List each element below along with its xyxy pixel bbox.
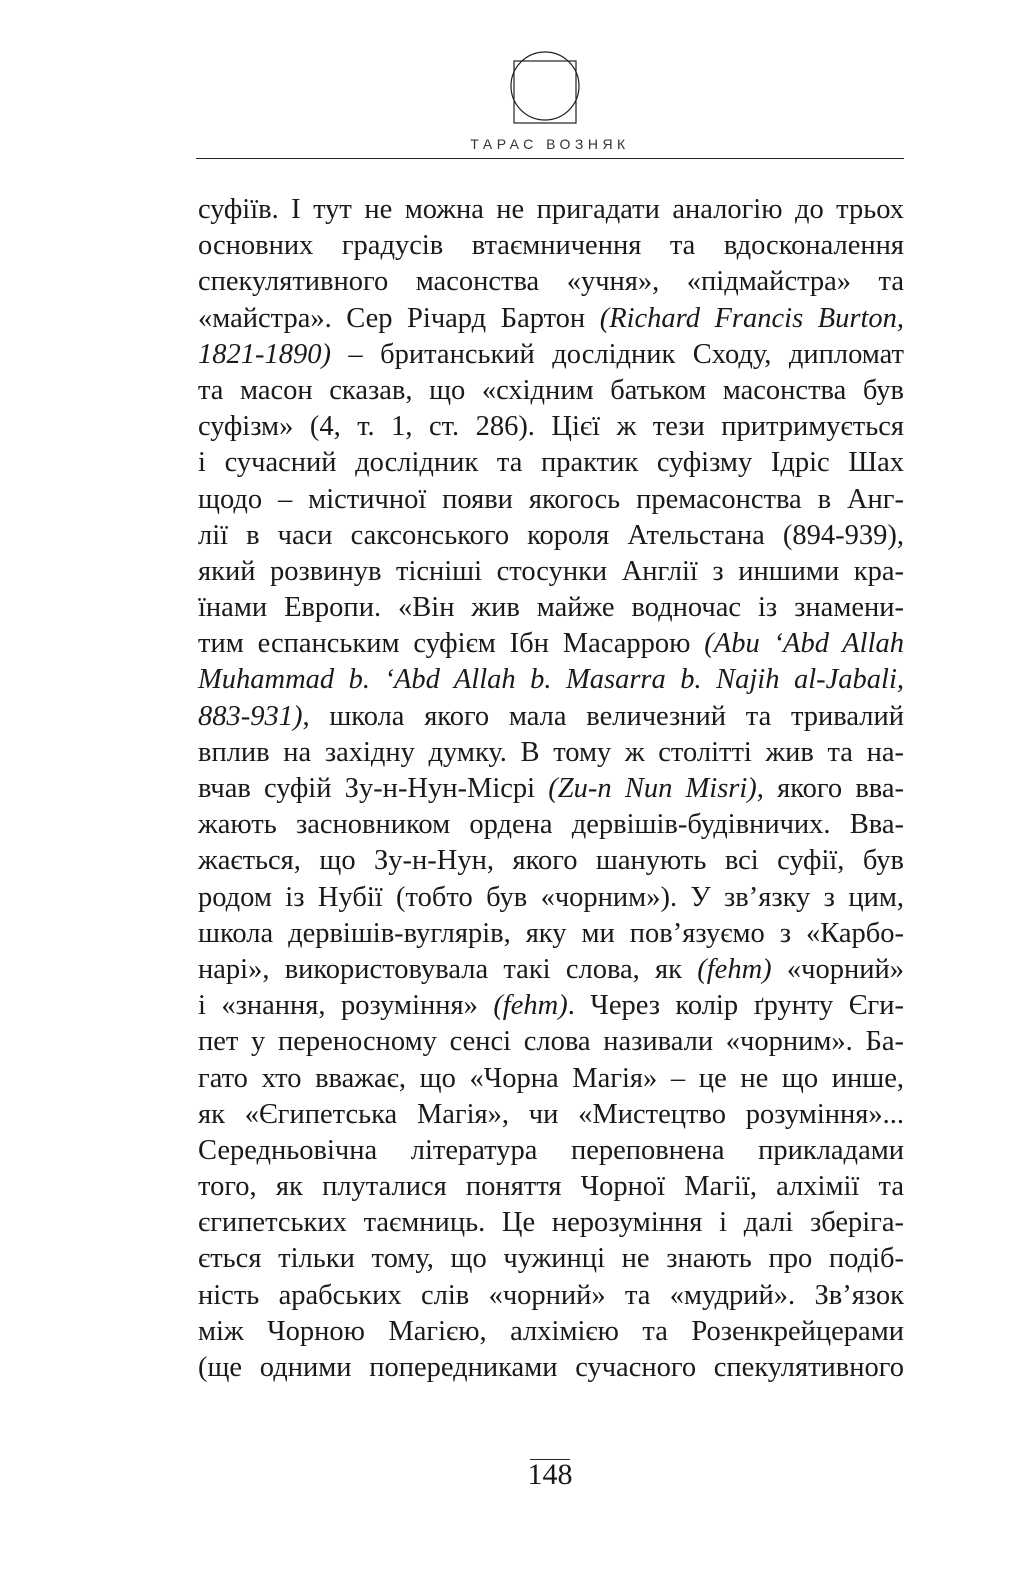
text-run: який розвинув тісніші стосунки Англії з иншими кра- bbox=[198, 555, 904, 587]
text-run: нарі», використовувала такі слова, як bbox=[198, 953, 698, 985]
text-line bbox=[198, 518, 904, 554]
text-run: Середньовічна література переповнена прикладами bbox=[198, 1134, 904, 1166]
text-line bbox=[198, 337, 904, 373]
text-line bbox=[198, 880, 904, 916]
text-line bbox=[198, 807, 904, 843]
text-line bbox=[198, 735, 904, 771]
text-run: родом із Нубії (тобто був «чорним»). У зв’язку з цим, bbox=[198, 881, 904, 913]
text-run: спекулятивного масонства «учня», «підмайстра» та bbox=[198, 266, 904, 298]
text-line bbox=[198, 192, 904, 228]
text-run: «майстра». Сер Річард Бартон bbox=[198, 302, 600, 334]
text-run: між Чорною Магією, алхімією та Розенкрейцерами bbox=[198, 1315, 904, 1347]
text-run: гато хто вважає, що «Чорна Магія» – це не що инше, bbox=[198, 1062, 904, 1094]
italic-text-run: (Abu ‘Abd Allah bbox=[704, 628, 905, 660]
text-line bbox=[198, 626, 904, 662]
text-line bbox=[198, 1241, 904, 1277]
text-line bbox=[198, 482, 904, 518]
circle-square-emblem-icon bbox=[509, 46, 581, 124]
text-run: тим еспанським суфієм Ібн Масаррою bbox=[198, 628, 705, 660]
text-run: «чорний» bbox=[771, 953, 904, 985]
text-line bbox=[198, 843, 904, 879]
text-run: єгипетських таємниць. Це нерозуміння і далі зберіга- bbox=[198, 1207, 904, 1239]
body-text bbox=[198, 192, 904, 1386]
text-run: . Через колір ґрунту Єги- bbox=[567, 990, 904, 1022]
text-run: вплив на західну думку. В тому ж столітті жив та на- bbox=[198, 736, 904, 768]
text-line bbox=[198, 699, 904, 735]
text-line bbox=[198, 916, 904, 952]
text-run: того, як плуталися поняття Чорної Магії, алхімії та bbox=[198, 1171, 904, 1203]
text-run: і «знання, розуміння» bbox=[198, 990, 494, 1022]
text-line bbox=[198, 988, 904, 1024]
text-line bbox=[198, 409, 904, 445]
text-line bbox=[198, 1314, 904, 1350]
text-line bbox=[198, 952, 904, 988]
text-line bbox=[198, 373, 904, 409]
italic-text-run: 883-931) bbox=[198, 700, 303, 732]
text-run: ється тільки тому, що чужинці не знають про подіб- bbox=[198, 1243, 904, 1275]
text-run: – британський дослідник Сходу, дипломат bbox=[330, 338, 904, 370]
text-run: , школа якого мала величезний та тривалий bbox=[302, 700, 904, 732]
text-run: їнами Европи. «Він жив майже водночас із знамени- bbox=[198, 592, 904, 624]
italic-text-run: 1821-1890) bbox=[198, 338, 331, 370]
text-line bbox=[198, 1024, 904, 1060]
running-head: ТАРАС ВОЗНЯК bbox=[470, 136, 630, 152]
text-run: і сучасний дослідник та практик суфізму Ідріс Шах bbox=[198, 447, 904, 479]
text-line bbox=[198, 1061, 904, 1097]
italic-text-run: (fehm) bbox=[697, 953, 772, 985]
text-run: як «Єгипетська Магія», чи «Мистецтво розуміння»... bbox=[198, 1098, 904, 1130]
text-line bbox=[198, 301, 904, 337]
text-line bbox=[198, 590, 904, 626]
text-line bbox=[198, 1097, 904, 1133]
header-rule bbox=[196, 158, 904, 159]
italic-text-run: (Zu-n Nun Misri) bbox=[548, 773, 757, 804]
text-run: пет у переносному сенсі слова називали «чорним». Ба- bbox=[198, 1026, 904, 1058]
italic-text-run: (fehm) bbox=[493, 990, 568, 1022]
text-run: та масон сказав, що «східним батьком масонства був bbox=[198, 374, 904, 406]
italic-text-run: (Richard Francis Burton, bbox=[599, 302, 904, 334]
italic-text-run: Muhammad b. ‘Abd Allah b. Masarra b. Najih al-Jabali, bbox=[198, 664, 904, 696]
text-line bbox=[198, 264, 904, 300]
text-line bbox=[198, 1205, 904, 1241]
text-run: жається, що Зу-н-Нун, якого шанують всі суфії, був bbox=[198, 845, 904, 877]
text-line bbox=[198, 1169, 904, 1205]
text-run: щодо – містичної появи якогось премасонства в Анг- bbox=[198, 483, 904, 515]
text-line bbox=[198, 662, 904, 698]
text-run: вчав суфій Зу-н-Нун-Місрі bbox=[198, 773, 549, 804]
text-line bbox=[198, 1133, 904, 1169]
text-line bbox=[198, 554, 904, 590]
text-run: (ще одними попередниками сучасного спекулятивного bbox=[198, 1352, 904, 1383]
text-line bbox=[198, 445, 904, 481]
page-number: 148 bbox=[527, 1458, 573, 1491]
text-run: суфізм» (4, т. 1, ст. 286). Цієї ж тези притримується bbox=[198, 411, 904, 443]
text-run: ність арабських слів «чорний» та «мудрий». Зв’язок bbox=[198, 1279, 904, 1311]
text-line bbox=[198, 228, 904, 264]
text-run: , якого вва- bbox=[756, 773, 904, 804]
text-line bbox=[198, 1278, 904, 1314]
text-line bbox=[198, 1350, 904, 1386]
text-run: суфіїв. І тут не можна не пригадати аналогію до трьох bbox=[198, 194, 904, 225]
text-run: жають засновником ордена дервішів-будівничих. Вва- bbox=[198, 809, 904, 841]
text-run: школа дервішів-вуглярів, яку ми пов’язуємо з «Карбо- bbox=[198, 917, 904, 949]
text-run: лії в часи саксонського короля Ательстана (894-939), bbox=[198, 519, 904, 551]
text-line bbox=[198, 771, 904, 807]
text-run: основних градусів втаємничення та вдосконалення bbox=[198, 230, 904, 262]
